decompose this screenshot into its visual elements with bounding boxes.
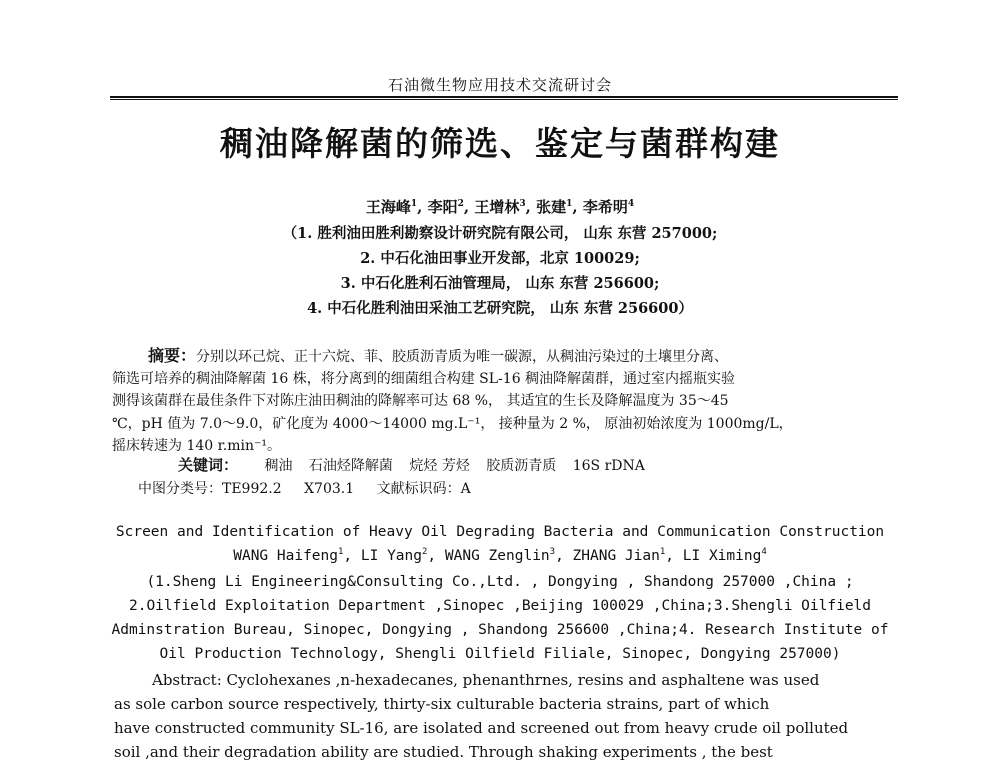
keyword: 稠油 [264,458,293,474]
author-name: WANG Haifeng [233,548,338,564]
english-affiliation-line: Oil Production Technology, Shengli Oilfield Filiale, Sinopec, Dongying 257000) [159,646,841,662]
author-name: 王增林 [474,198,520,216]
author-name: 张建 [536,198,567,216]
affiliation-line: 3. 中石化胜利石油管理局， 山东 东营 256600; [340,275,660,292]
author-name: ZHANG Jian [572,548,660,564]
english-abstract [114,668,886,764]
abstract-line: Abstract: Cyclohexanes ,n-hexadecanes, phenanthrnes, resins and asphaltene was used [152,671,820,689]
running-header: 石油微生物应用技术交流研讨会 [387,76,612,94]
keyword: 石油烃降解菌 [308,458,393,474]
abstract-line: ℃，pH 值为 7.0～9.0，矿化度为 4000～14000 mg.L⁻¹， 接种量为 2 %， 原油初始浓度为 1000mg/L， [112,415,793,432]
abstract-line: as sole carbon source respectively, thirty-six culturable bacteria strains, part of which [114,695,770,713]
author-affil-mark: 3 [519,199,526,209]
english-author-list: WANG Haifeng$^1$, LI Yang$^2$, WANG Zenglin$^3$, ZHANG Jian$^1$, LI Ximing$^4$ [233,547,767,564]
author-name: 王海峰 [365,198,411,216]
keyword: 16S rDNA [572,458,645,474]
author-affil-mark: 2 [422,547,428,558]
abstract-label: 摘要： [148,346,197,365]
abstract-line: have constructed community SL-16, are isolated and screened out from heavy crude oil polluted [114,719,849,737]
author-affil-mark: 4 [627,199,635,209]
affiliation-line: （1. 胜利油田胜利勘察设计研究院有限公司， 山东 东营 257000; [282,225,718,242]
chinese-abstract [112,345,888,457]
author-affil-mark: 3 [549,547,556,558]
author-affil-mark: 1 [338,547,344,558]
keyword: 胶质沥青质 [486,458,557,474]
clc-number-secondary: X703.1 [304,481,355,497]
header-rule [110,96,898,100]
keywords-label: 关键词： [178,456,239,474]
author-affil-mark: 1 [659,547,666,558]
clc-number: 中图分类号：TE992.2 [138,481,282,497]
abstract-line: 摇床转速为 140 r.min⁻¹。 [112,437,281,454]
classification-line [138,478,489,498]
english-affiliation-line: Adminstration Bureau, Sinopec, Dongying , Shandong 256600 ,China;4. Research Institute of [111,622,889,638]
author-affil-mark: 2 [457,199,464,209]
author-affil-mark: 4 [761,547,767,558]
affiliation-line: 2. 中石化油田事业开发部，北京 100029; [360,250,640,267]
author-name: 李阳 [427,198,458,216]
author-name: 李希明 [582,198,628,216]
abstract-line: 测得该菌群在最佳条件下对陈庄油田稠油的降解率可达 68 %， 其适宜的生长及降解温度为 35～45 [112,393,729,410]
abstract-line: 摘要：分别以环己烷、正十六烷、菲、胶质沥青质为唯一碳源，从稠油污染过的土壤里分离、 [148,346,729,365]
keywords [178,454,657,475]
author-name: LI Yang [360,548,422,564]
author-list: 王海峰$^1$, 李阳$^2$, 王增林$^3$, 张建$^1$, 李希明$^4$ [365,198,635,216]
document-code: 文献标识码：A [376,481,471,497]
abstract-line: soil ,and their degradation ability are studied. Through shaking experiments , the best [114,743,773,761]
affiliation-line: 4. 中石化胜利油田采油工艺研究院， 山东 东营 256600） [307,300,693,317]
keyword: 烷烃 芳烃 [409,458,470,474]
author-name: LI Ximing [682,548,762,564]
english-affiliation-line: 2.Oilfield Exploitation Department ,Sinopec ,Beijing 100029 ,China;3.Shengli Oilfield [128,598,872,614]
paper-title: 稠油降解菌的筛选、鉴定与菌群构建 [220,124,780,163]
abstract-line: 筛选可培养的稠油降解菌 16 株，将分离到的细菌组合构建 SL-16 稠油降解菌群，通过室内摇瓶实验 [112,371,736,388]
english-affiliation-line: (1.Sheng Li Engineering&Consulting Co.,Ltd. , Dongying , Shandong 257000 ,China ; [146,574,854,590]
author-name: WANG Zenglin [444,548,550,564]
author-affil-mark: 1 [410,199,418,209]
author-affil-mark: 1 [566,199,573,209]
english-title: Screen and Identification of Heavy Oil Degrading Bacteria and Communication Construction [115,524,885,540]
